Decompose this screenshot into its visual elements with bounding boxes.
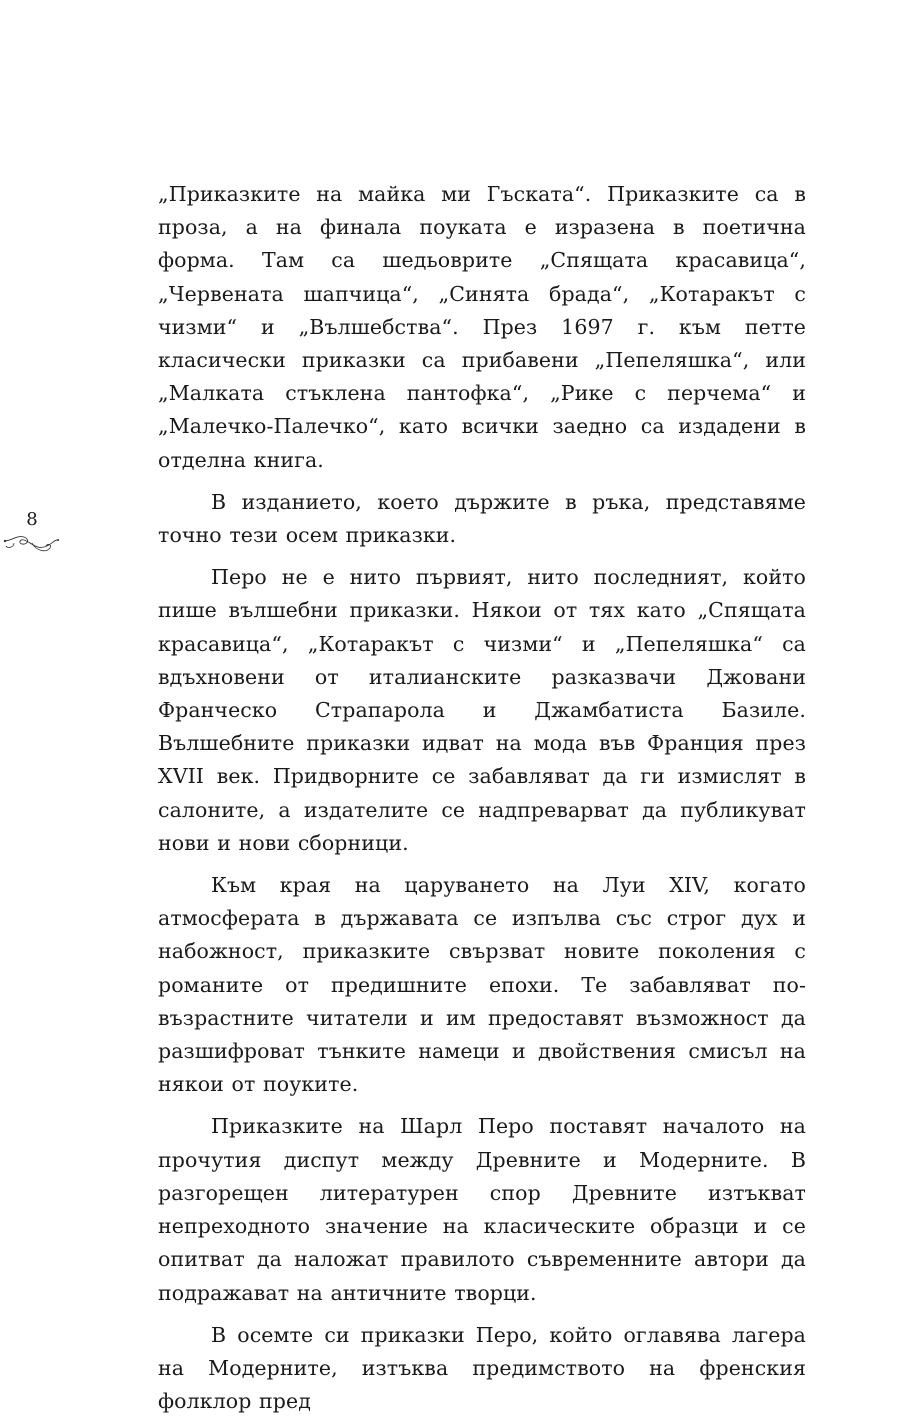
body-text bbox=[158, 178, 806, 1427]
page-number: 8 bbox=[26, 509, 38, 530]
paragraph-4: Към края на царуването на Луи XIV, когато атмосферата в държавата се изпълва със строг дух и набожност, приказките свързват новите поколения с романите от предишните епохи. Те забавляват по-възрастните читатели и им предоставят възможност да разшифроват тънките намеци и двойствения смисъл на някои от поуките. bbox=[158, 873, 806, 1097]
paragraph-6: В осемте си приказки Перо, който оглавява лагера на Модерните, изтъква предимството на френския фолклор пред bbox=[158, 1322, 806, 1414]
paragraph-3: Перо не е нито първият, нито последният, който пише вълшебни приказки. Някои от тях като „Спящата красавица“, „Котаракът с чизми“ и „Пепеляшка“ са вдъхновени от италианските разказвачи Джовани Франческо Страпарола и Джамбатиста Базиле. Вълшебните приказки идват на мода във Франция през XVII век. Придворните се забавляват да ги измислят в салоните, а издателите се надпреварват да публикуват нови и нови сборници. bbox=[158, 565, 806, 855]
paragraph-5: Приказките на Шарл Перо поставят началото на прочутия диспут между Древните и Модерните. В разгорещен литературен спор Древните изтъкват непреходното значение на класическите образци и се опитват да наложат правилото съвременните автори да подражават на античните творци. bbox=[158, 1114, 806, 1305]
paragraph-1: „Приказките на майка ми Гъската“. Приказките са в проза, а на финала поуката е изразена в поетична форма. Там са шедьоврите „Спящата красавица“, „Червената шапчица“, „Синята брада“, „Котаракът с чизми“ и „Вълшебства“. През 1697 г. към петте класически приказки са прибавени „Пепеляшка“, или „Малката стъклена пантофка“, „Рике с перчема“ и „Малечко-Палечко“, като всички заедно са издадени в отделна книга. bbox=[158, 182, 806, 472]
decorative-flourish-icon bbox=[2, 531, 60, 555]
paragraph-2: В изданието, което държите в ръка, представяме точно тези осем приказки. bbox=[158, 489, 806, 548]
